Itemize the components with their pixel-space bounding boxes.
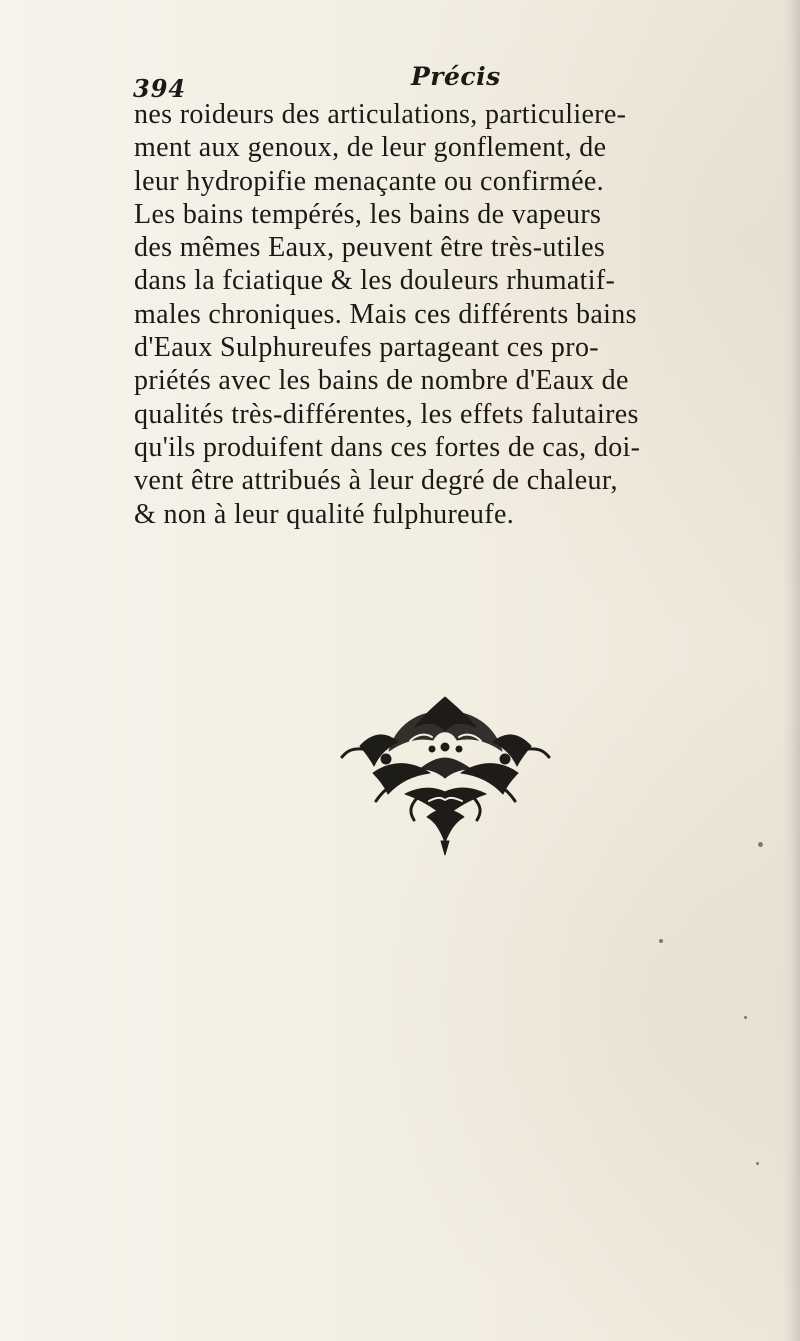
page-number: 394 [133,74,187,103]
text-line: qu'ils produifent dans ces fortes de cas, doi- [134,431,641,463]
body-text [134,98,774,531]
text-line: dans la fciatique & les douleurs rhumatif- [134,265,616,297]
text-line: ment aux genoux, de leur gonflement, de [134,132,607,164]
text-line: d'Eaux Sulphureufes partageant ces pro- [134,332,599,364]
paper-speck [659,939,663,943]
printers-ornament-icon [337,691,554,856]
text-line: leur hydropifie menaçante ou confirmée. [134,165,605,197]
text-line: nes roideurs des articulations, particuliere- [134,99,627,130]
text-line: priétés avec les bains de nombre d'Eaux de [134,365,629,397]
text-line: des mêmes Eaux, peuvent être très-utiles [134,232,606,264]
text-line: & non à leur qualité fulphureufe. [134,498,515,530]
page-edge [782,0,800,1341]
running-title: Précis [411,62,501,91]
text-line: Les bains tempérés, les bains de vapeurs [134,198,602,230]
text-line: vent être attribués à leur degré de chaleur, [134,465,618,497]
paper-speck [756,1162,759,1165]
page-header [133,60,693,102]
paper-speck [758,842,763,847]
text-line: qualités très-différentes, les effets falutaires [134,398,639,430]
paper-speck [744,1016,747,1019]
text-line: males chroniques. Mais ces différents bains [134,298,637,330]
